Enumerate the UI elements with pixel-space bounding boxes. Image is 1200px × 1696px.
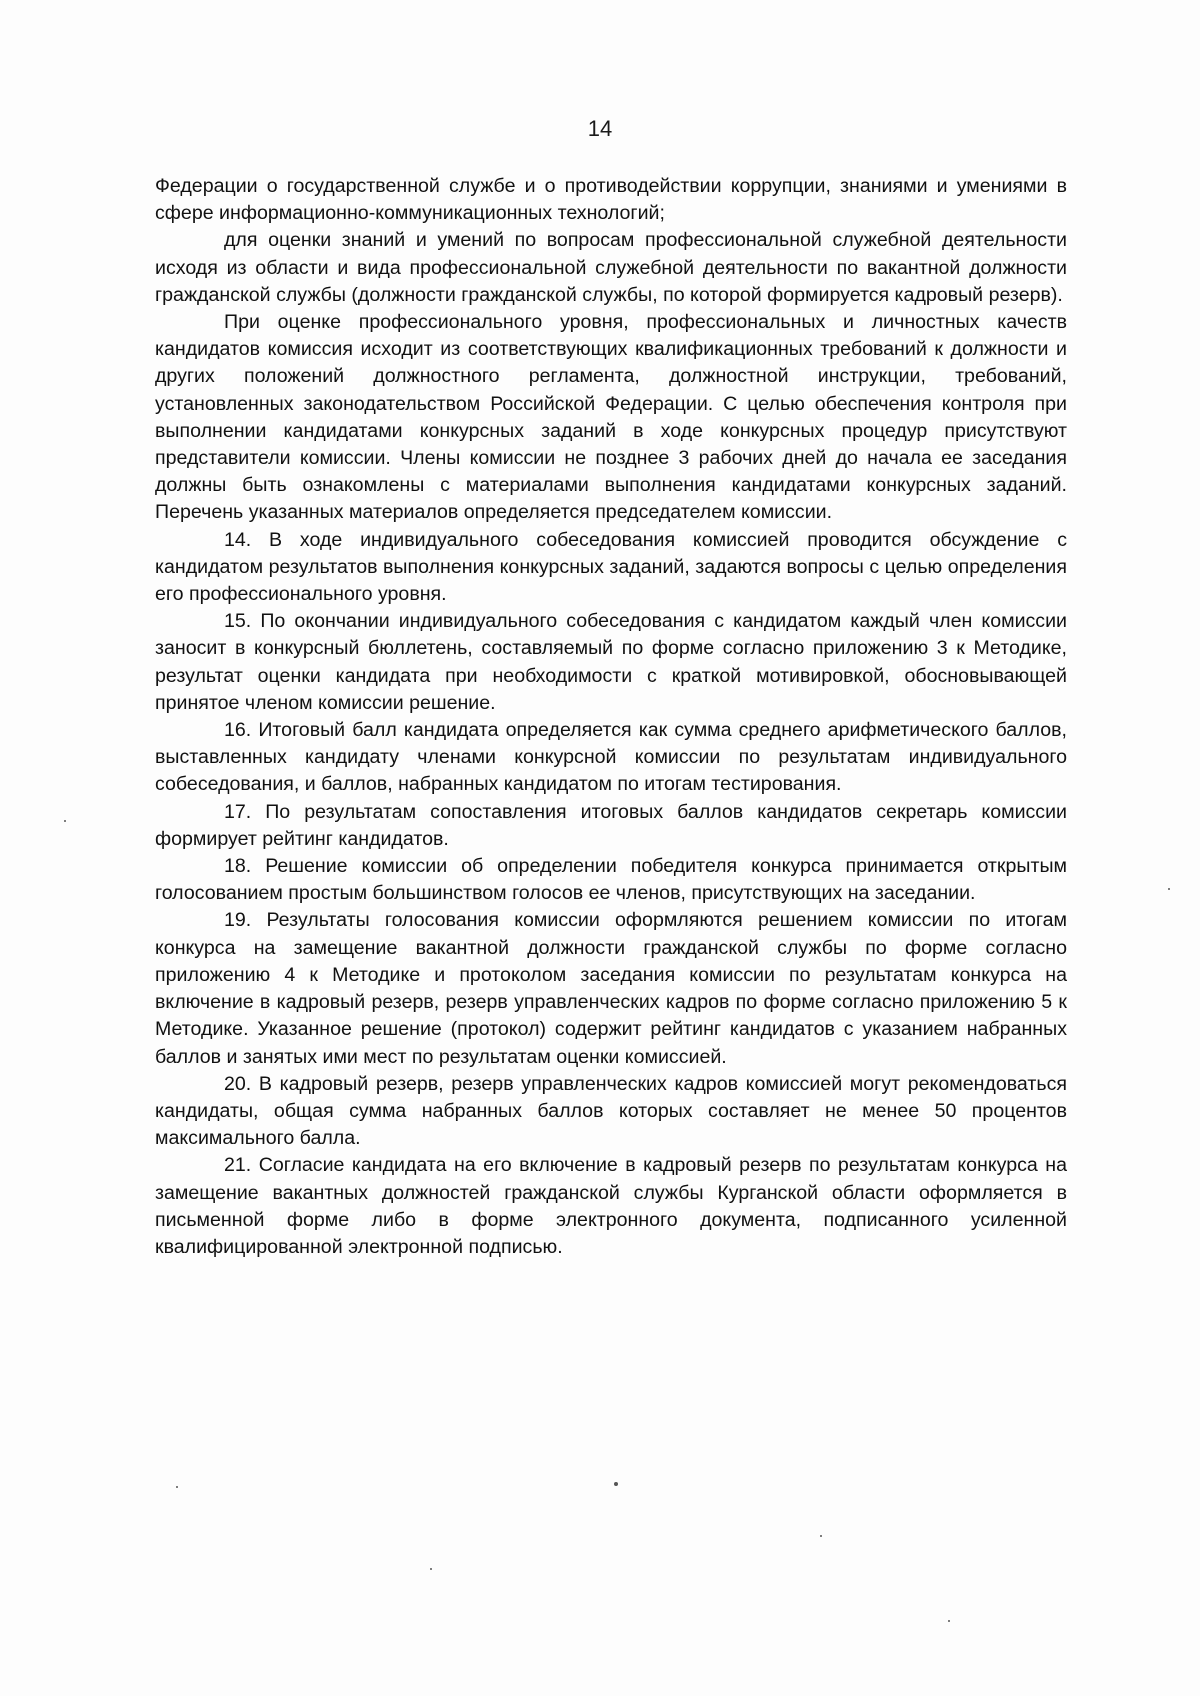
paragraph-item-19: 19. Результаты голосования комиссии оформляются решением комиссии по итогам конкурса на замещение вакантной должности гражданской службы по форме согласно приложению 4 к Методике и протоколом заседания комиссии по результатам конкурса на включение в кадровый резерв, резерв управленческих кадров по форме согласно приложению 5 к Методике. Указанное решение (протокол) содержит рейтинг кандидатов с указанием набранных баллов и занятых ими мест по результатам оценки комиссией. <box>155 909 1067 1068</box>
paragraph-knowledge-assessment: для оценки знаний и умений по вопросам профессиональной служебной деятельности исходя из области и вида профессиональной служебной деятельности по вакантной должности гражданской службы (должности гражданской службы, по которой формируется кадровый резерв). <box>155 229 1067 306</box>
document-body <box>155 173 1067 1261</box>
scan-speck <box>1168 888 1170 890</box>
paragraph-item-14: 14. В ходе индивидуального собеседования комиссией проводится обсуждение с кандидатом результатов выполнения конкурсных заданий, задаются вопросы с целью определения его профессионального уровня. <box>155 528 1067 606</box>
scan-speck <box>64 820 66 822</box>
paragraph-item-17: 17. По результатам сопоставления итоговых баллов кандидатов секретарь комиссии формирует рейтинг кандидатов. <box>155 800 1067 850</box>
paragraph-item-20: 20. В кадровый резерв, резерв управленческих кадров комиссией могут рекомендоваться кандидаты, общая сумма набранных баллов которых составляет не менее 50 процентов максимального балла. <box>155 1072 1067 1150</box>
paragraph-item-18: 18. Решение комиссии об определении победителя конкурса принимается открытым голосованием простым большинством голосов ее членов, присутствующих на заседании. <box>155 855 1067 905</box>
page-number: 14 <box>587 116 613 141</box>
paragraph-item-16: 16. Итоговый балл кандидата определяется как сумма среднего арифметического баллов, выставленных кандидату членами конкурсной комиссии по результатам индивидуального собеседования, и баллов, набранных кандидатом по итогам тестирования. <box>155 719 1067 796</box>
paragraph-continuation: Федерации о государственной службе и о противодействии коррупции, знаниями и умениями в сфере информационно-коммуникационных технологий; <box>155 175 1067 225</box>
scan-speck <box>176 1486 178 1488</box>
paragraph-professional-level: При оценке профессионального уровня, профессиональных и личностных качеств кандидатов комиссия исходит из соответствующих квалификационных требований к должности и других положений должностного регламента, должностной инструкции, требований, установленных законодательством Российской Федерации. С целью обеспечения контроля при выполнении кандидатами конкурсных заданий в ходе конкурсных процедур присутствуют представители комиссии. Члены комиссии не позднее 3 рабочих дней до начала ее заседания должны быть ознакомлены с материалами выполнения кандидатами конкурсных заданий. Перечень указанных материалов определяется председателем комиссии. <box>155 311 1067 524</box>
paragraph-item-21: 21. Согласие кандидата на его включение в кадровый резерв по результатам конкурса на замещение вакантных должностей гражданской службы Курганской области оформляется в письменной форме либо в форме электронного документа, подписанного усиленной квалифицированной электронной подписью. <box>155 1154 1067 1258</box>
scan-speck <box>430 1568 432 1570</box>
scan-speck <box>820 1535 822 1537</box>
paragraph-item-15: 15. По окончании индивидуального собеседования с кандидатом каждый член комиссии заносит в конкурсный бюллетень, составляемый по форме согласно приложению 3 к Методике, результат оценки кандидата при необходимости с краткой мотивировкой, обосновывающей принятое членом комиссии решение. <box>155 610 1067 714</box>
scan-speck <box>614 1482 618 1486</box>
scan-speck <box>948 1620 950 1622</box>
